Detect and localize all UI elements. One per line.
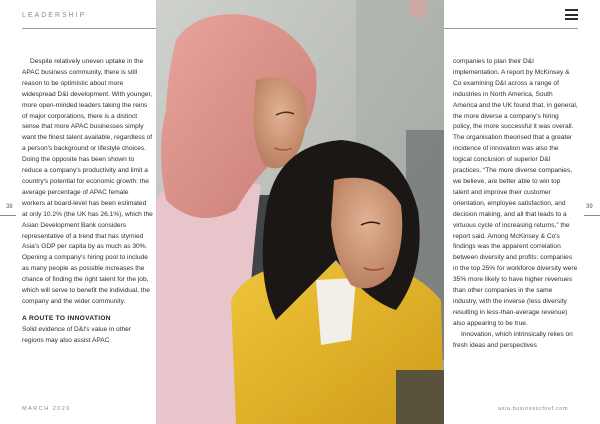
header-rule-right bbox=[444, 28, 578, 29]
left-paragraph-1: Despite relatively uneven uptake in the APAC business community, there is still reason to be optimistic about more widespread D&I development. With younger, more open-minded leaders taking the reins of major corporations, there is a distinct sense that more APAC businesses simply want the finest talent available, regardless of a person's background or lifestyle choices. Doing the opposite has been shown to reduce a company's productivity and limit a country's potential for economic growth: the average percentage of APAC female workers at board-level has been estimated at only 10.2% (the UK has 26.1%), which the Asian Development Bank considers representative of a trend that has stymied Asia's GDP per capita by as much as 30%. Opening a company's hiring pool to include as many people as possible increases the chance of finding the right talent for the job, which will serve to benefit the individual, the company and the wider community. bbox=[22, 58, 153, 305]
page-number-right: 39 bbox=[586, 204, 593, 210]
left-paragraph-2: Solid evidence of D&I's value in other regions may also assist APAC bbox=[22, 325, 132, 344]
right-article-column bbox=[453, 57, 578, 351]
footer-website[interactable]: asia.businesschief.com bbox=[498, 406, 569, 412]
page-number-rule-left bbox=[0, 215, 16, 216]
footer-issue-date: MARCH 2020 bbox=[22, 406, 71, 412]
hamburger-menu-icon[interactable] bbox=[565, 9, 578, 20]
page-number-rule-right bbox=[584, 215, 600, 216]
header-rule-left bbox=[22, 28, 156, 29]
right-paragraph-2: Innovation, which intrinsically relies on fresh ideas and perspectives bbox=[453, 330, 573, 349]
page-number-left: 38 bbox=[6, 204, 13, 210]
subheading: A ROUTE TO INNOVATION bbox=[22, 314, 111, 322]
feature-photo bbox=[156, 0, 444, 424]
section-label: LEADERSHIP bbox=[22, 12, 87, 19]
right-paragraph-1: companies to plan their D&I implementation. A report by McKinsey & Co examining D&I across a range of industries in North America, South America and the UK found that, in general, the more diverse a company's hiring policy, the more successful it was overall. The organisation theorised that a greater incidence of innovation was also the logical conclusion of superior D&I practices. “The more diverse companies, we believe, are better able to win top talent and improve their customer orientation, employee satisfaction, and decision making, and all that leads to a virtuous cycle of increasing returns,” the report said. Among McKinsey & Co's findings was the apparent correlation between diversity and profits: companies in the top 25% for workforce diversity were 35% more likely to have higher revenues than other companies in the same industry, with the inverse (less diversity resulting in less-than-average revenue) also appearing to be true. bbox=[453, 58, 578, 327]
left-article-column bbox=[22, 57, 153, 347]
